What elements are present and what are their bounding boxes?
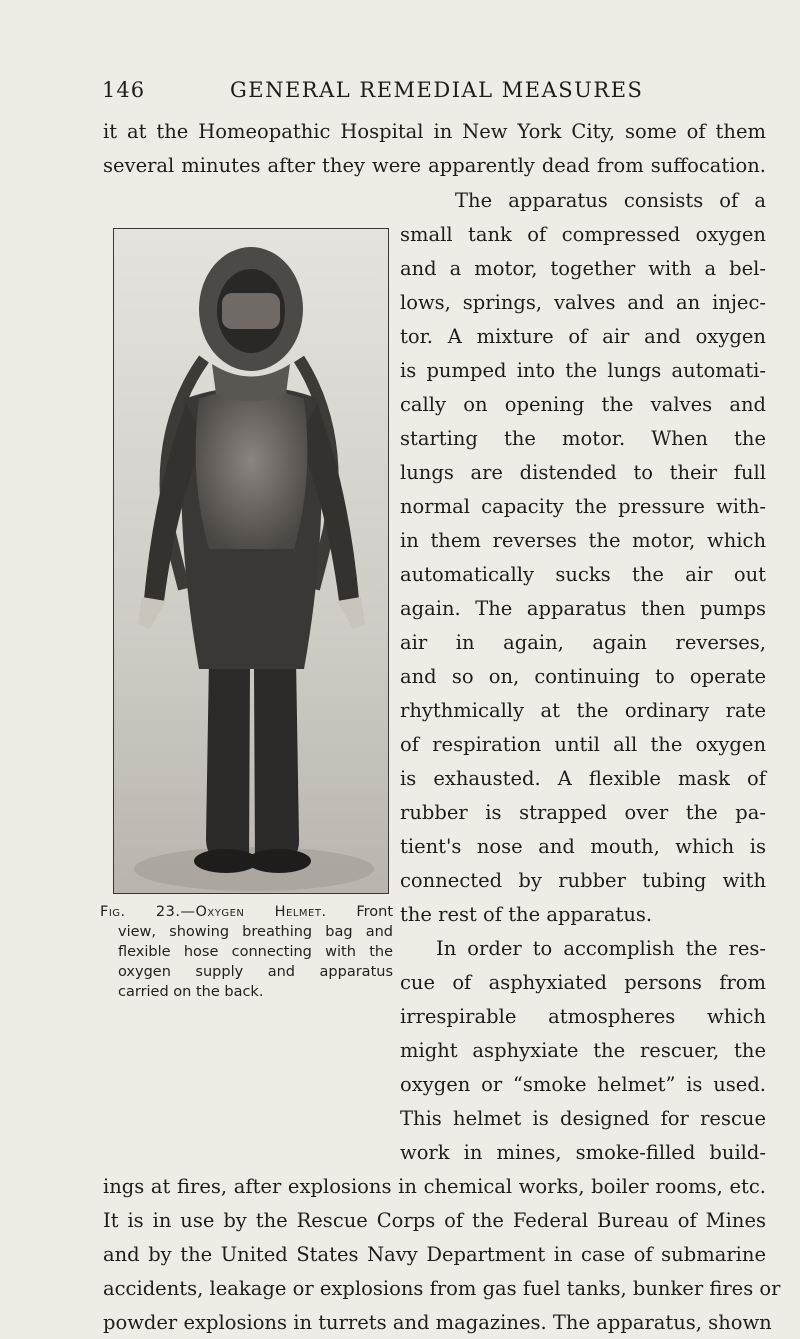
body-line: tor. A mixture of air and oxygen — [400, 325, 766, 348]
figure-photograph — [113, 228, 389, 894]
body-line: oxygen or “smoke helmet” is used. — [400, 1073, 766, 1096]
body-line: accidents, leakage or explosions from gas fuel tanks, bunker fires or — [103, 1277, 781, 1300]
body-line: lungs are distended to their full — [400, 461, 766, 484]
figure-caption — [100, 902, 393, 1002]
body-line: and so on, continuing to operate — [400, 665, 766, 688]
caption-text: Front — [356, 904, 394, 920]
caption-line: flexible hose connecting with the — [118, 944, 393, 960]
body-line: The apparatus consists of a — [455, 189, 766, 212]
body-line: rubber is strapped over the pa- — [400, 801, 766, 824]
body-line: lows, springs, valves and an injec- — [400, 291, 766, 314]
body-line: small tank of compressed oxygen — [400, 223, 766, 246]
body-line: again. The apparatus then pumps — [400, 597, 766, 620]
oxygen-helmet-illustration — [114, 229, 388, 893]
body-line: In order to accomplish the res- — [436, 937, 766, 960]
caption-label: Fig. 23.—Oxygen Helmet. — [100, 904, 327, 920]
caption-line — [100, 902, 393, 922]
body-line: tient's nose and mouth, which is — [400, 835, 766, 858]
page-number: 146 — [102, 78, 146, 102]
body-line: automatically sucks the air out — [400, 563, 766, 586]
body-line: it at the Homeopathic Hospital in New York City, some of them — [103, 120, 766, 143]
body-line: ings at fires, after explosions in chemical works, boiler rooms, etc. — [103, 1175, 766, 1198]
body-line: of respiration until all the oxygen — [400, 733, 766, 756]
body-line: in them reverses the motor, which — [400, 529, 766, 552]
body-line: It is in use by the Rescue Corps of the Federal Bureau of Mines — [103, 1209, 766, 1232]
body-line: air in again, again reverses, — [400, 631, 766, 654]
body-line: might asphyxiate the rescuer, the — [400, 1039, 766, 1062]
body-line: cue of asphyxiated persons from — [400, 971, 766, 994]
body-line: starting the motor. When the — [400, 427, 766, 450]
body-line: cally on opening the valves and — [400, 393, 766, 416]
body-line: is pumped into the lungs automati- — [400, 359, 766, 382]
body-line: connected by rubber tubing with — [400, 869, 766, 892]
body-line: the rest of the apparatus. — [400, 903, 653, 926]
body-line: normal capacity the pressure with- — [400, 495, 766, 518]
body-line: irrespirable atmospheres which — [400, 1005, 766, 1028]
body-line: rhythmically at the ordinary rate — [400, 699, 766, 722]
body-line: and by the United States Navy Department in case of submarine — [103, 1243, 766, 1266]
running-title: GENERAL REMEDIAL MEASURES — [230, 78, 644, 102]
body-line: powder explosions in turrets and magazines. The apparatus, shown — [103, 1311, 772, 1334]
body-line: work in mines, smoke-filled build- — [400, 1141, 766, 1164]
body-line: This helmet is designed for rescue — [400, 1107, 766, 1130]
caption-line: oxygen supply and apparatus — [118, 964, 393, 980]
caption-line: view, showing breathing bag and — [118, 924, 393, 940]
body-line: several minutes after they were apparently dead from suffocation. — [103, 154, 766, 177]
body-line: and a motor, together with a bel- — [400, 257, 766, 280]
running-head — [102, 78, 662, 108]
body-line: is exhausted. A flexible mask of — [400, 767, 766, 790]
caption-line: carried on the back. — [118, 984, 264, 1000]
